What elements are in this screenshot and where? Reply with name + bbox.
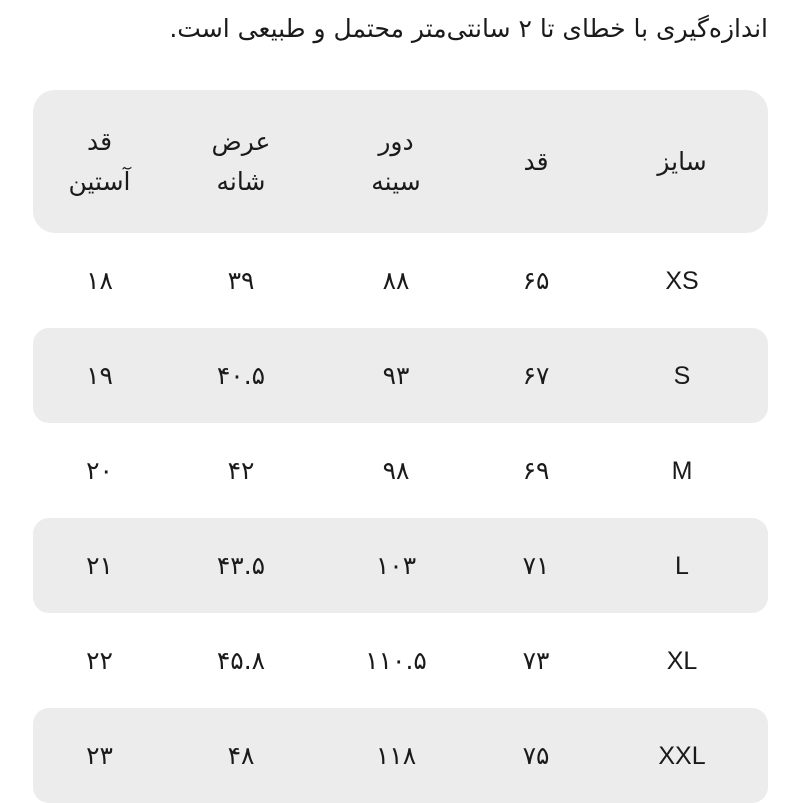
cell-length: ۶۹ — [522, 455, 550, 485]
table-row — [33, 423, 768, 518]
header-chest: دور سینه — [371, 126, 421, 196]
cell-size: XS — [665, 266, 699, 295]
measurement-note: اندازه‌گیری با خطای تا ۲ سانتی‌متر محتمل و طبیعی است. — [169, 14, 768, 43]
cell-size: L — [675, 551, 689, 580]
header-length: قد — [523, 146, 549, 176]
cell-chest: ۱۱۸ — [375, 740, 417, 770]
cell-shoulder: ۴۵.۸ — [216, 645, 266, 675]
cell-chest: ۹۸ — [382, 455, 410, 485]
cell-sleeve: ۲۳ — [86, 740, 113, 770]
table-row — [33, 613, 768, 708]
header-sleeve: قد آستین — [68, 126, 131, 196]
cell-length: ۷۵ — [522, 740, 550, 770]
cell-size: S — [673, 361, 691, 390]
cell-chest: ۱۱۰.۵ — [365, 645, 427, 675]
cell-sleeve: ۲۲ — [86, 645, 113, 675]
cell-length: ۷۳ — [522, 645, 550, 675]
cell-length: ۷۱ — [522, 550, 550, 580]
cell-size: XL — [666, 646, 698, 675]
cell-sleeve: ۱۹ — [86, 360, 113, 390]
cell-length: ۶۷ — [522, 360, 550, 390]
cell-sleeve: ۲۱ — [86, 550, 113, 580]
cell-chest: ۹۳ — [382, 360, 410, 390]
cell-shoulder: ۴۰.۵ — [216, 360, 266, 390]
cell-size: M — [671, 456, 693, 485]
cell-size: XXL — [658, 741, 706, 770]
cell-chest: ۸۸ — [382, 265, 410, 295]
header-size: سایز — [657, 146, 707, 176]
table-row — [33, 518, 768, 613]
cell-shoulder: ۴۲ — [227, 455, 255, 485]
cell-shoulder: ۴۸ — [227, 740, 255, 770]
cell-shoulder: ۴۳.۵ — [216, 550, 266, 580]
cell-sleeve: ۱۸ — [86, 265, 113, 295]
table-row — [33, 233, 768, 328]
cell-shoulder: ۳۹ — [227, 265, 255, 295]
table-header-row — [33, 90, 768, 233]
cell-chest: ۱۰۳ — [375, 550, 417, 580]
table-row — [33, 708, 768, 803]
size-table — [33, 90, 768, 803]
header-shoulder: عرض شانه — [211, 126, 271, 196]
table-row — [33, 328, 768, 423]
cell-sleeve: ۲۰ — [86, 455, 113, 485]
cell-length: ۶۵ — [522, 265, 550, 295]
